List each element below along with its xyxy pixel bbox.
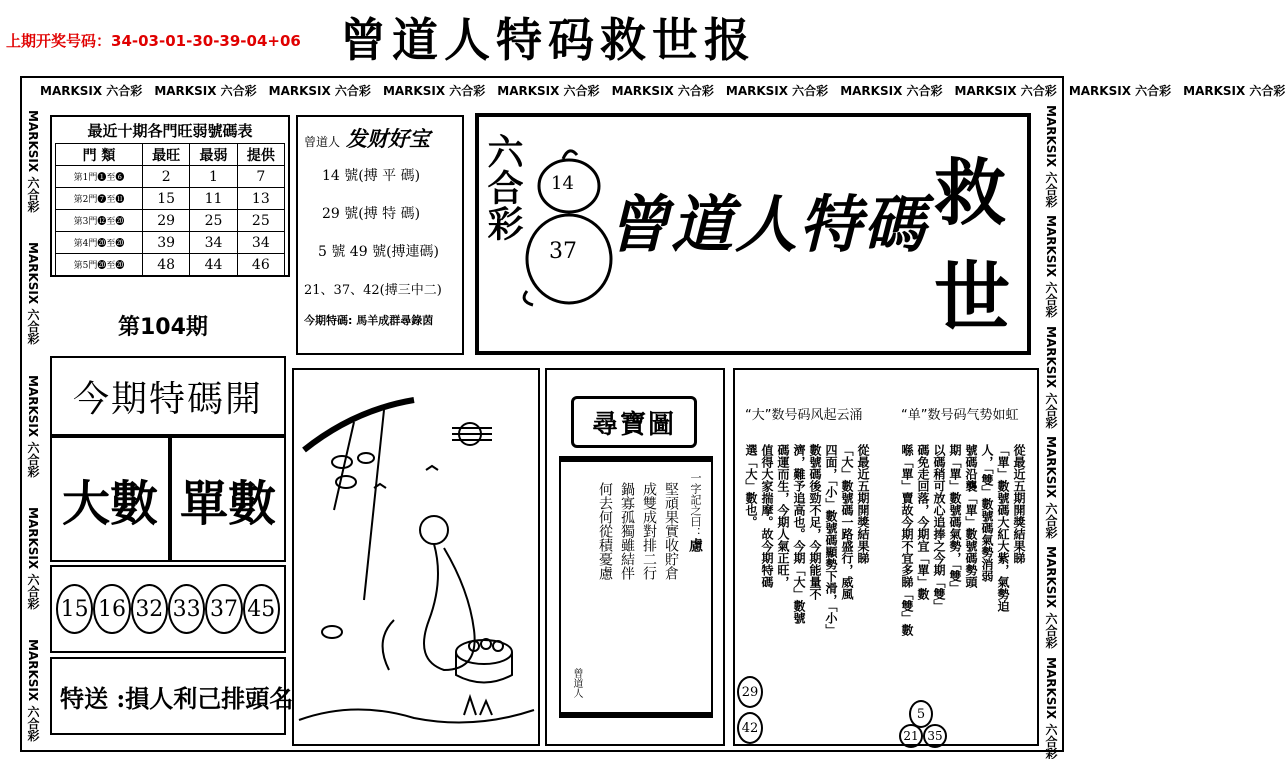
analysis-column: 碼免走回落，今期宜「單」數 — [916, 444, 930, 600]
strip-label: MARKSIX 六合彩 — [382, 84, 486, 98]
analysis-big-text — [743, 444, 871, 706]
analysis-big-number: 29 — [737, 676, 763, 708]
banner-right-top: 救 — [934, 150, 1007, 235]
strip-label: MARKSIX 六合彩 — [1068, 84, 1172, 98]
issue-number: 第104期 — [118, 315, 208, 340]
treasure-heading — [304, 123, 456, 153]
table-row — [56, 254, 285, 276]
analysis-column: 人，「雙」數號碼氣勢消弱 — [980, 444, 994, 582]
treasure-headline: 发财好宝 — [346, 126, 431, 151]
strip-label: MARKSIX 六合彩 — [40, 84, 143, 98]
analysis-column: 「單」數號碼大紅大紫，氣勢迫 — [996, 444, 1010, 612]
banner-side-char: 彩 — [482, 205, 524, 241]
table-header-row — [56, 144, 285, 166]
number-circle: 16 — [93, 584, 130, 634]
table-cell: 第3門⓬至⓴ — [56, 210, 143, 232]
scroll-poem-line: 堅頑果實收貯倉 — [663, 482, 679, 580]
strip-label: MARKSIX 六合彩 — [1183, 84, 1285, 98]
last-draw-label: 上期开奖号码： — [6, 32, 112, 50]
top-strip — [40, 82, 1285, 100]
open-title: 今期特碼開 — [72, 378, 263, 420]
analysis-column: 喺「單」賣故今期不宜多睇「雙」數 — [900, 444, 914, 636]
left-strip — [24, 110, 42, 740]
analysis-single-number: 5 — [909, 700, 933, 728]
table-row — [56, 166, 285, 188]
table-cell: 15 — [143, 188, 190, 210]
table-header-cell: 最旺 — [143, 144, 190, 166]
scroll-paper — [559, 456, 713, 718]
big-number-label: 大數 — [61, 475, 158, 532]
table-cell: 第5門⓴至⓴ — [56, 254, 143, 276]
analysis-column: 四面，「小」數號碼顯勢下滑，「小」 — [824, 444, 838, 636]
treasure-line: 29 號(搏 特 碼) — [322, 206, 421, 222]
banner-right-bottom: 世 — [934, 253, 1010, 342]
open-title-box — [50, 356, 286, 436]
last-draw — [6, 30, 301, 51]
table-cell: 48 — [143, 254, 190, 276]
table-cell: 25 — [190, 210, 237, 232]
analysis-column: 濟，難予追高也。今期「大」數號 — [792, 444, 806, 624]
table-cell: 39 — [143, 232, 190, 254]
banner-side-char: 六 — [482, 133, 524, 169]
analysis-single-text — [899, 444, 1027, 706]
analysis-big-number: 42 — [737, 712, 763, 744]
table-cell: 13 — [237, 188, 284, 210]
number-circle: 37 — [205, 584, 242, 634]
strip-label: MARKSIX 六合彩 — [954, 84, 1057, 98]
analysis-column: 值得大家揣摩。故今期特碼 — [760, 444, 774, 588]
strip-label: MARKSIX 六合彩 — [1044, 215, 1058, 318]
table-header-cell: 最弱 — [190, 144, 237, 166]
analysis-single-number: 21 — [899, 724, 923, 748]
number-circle: 32 — [131, 584, 168, 634]
table-header-cell: 門 類 — [56, 144, 143, 166]
strip-label: MARKSIX 六合彩 — [1044, 325, 1058, 428]
strip-label: MARKSIX 六合彩 — [1044, 435, 1058, 539]
table-cell: 11 — [190, 188, 237, 210]
analysis-column: 碼運而生，今期人氣正旺， — [776, 444, 790, 588]
strip-label: MARKSIX 六合彩 — [268, 84, 371, 98]
strip-label: MARKSIX 六合彩 — [1044, 546, 1058, 649]
last-draw-numbers: 34-03-01-30-39-04+06 — [111, 32, 301, 50]
scroll-key: 慮 — [687, 538, 703, 552]
strip-label: MARKSIX 六合彩 — [840, 84, 943, 98]
strip-label: MARKSIX 六合彩 — [26, 374, 40, 477]
treasure-author: 曾道人 — [304, 135, 341, 149]
number-circle: 15 — [56, 584, 93, 634]
banner-main-title: 曾道人特碼 — [607, 188, 928, 261]
scroll-sign: 曾道人 — [571, 668, 582, 698]
scroll-box — [545, 368, 725, 746]
table-cell: 1 — [190, 166, 237, 188]
strip-label: MARKSIX 六合彩 — [1044, 105, 1058, 208]
number-circle: 33 — [168, 584, 205, 634]
banner-box — [475, 113, 1031, 355]
woman-branch-illustration — [294, 370, 538, 744]
treasure-special: 今期特碼: 馬羊成群尋錄茵 — [304, 314, 434, 327]
analysis-column: 從最近五期開獎結果睇 — [856, 444, 870, 564]
analysis-title-single: “单”数号码气势如虹 — [901, 408, 1019, 423]
table-row — [56, 210, 285, 232]
number-circle: 45 — [243, 584, 280, 634]
gourd-icon — [523, 141, 615, 311]
strip-label: MARKSIX 六合彩 — [725, 84, 829, 98]
analysis-column: 以碼稍可放心追捧之今期「雙」 — [932, 444, 946, 612]
analysis-column: 從最近五期開獎結果睇 — [1012, 444, 1026, 564]
analysis-column: 號碼沿襲「單」數號碼勢頭 — [964, 444, 978, 588]
banner-side-text — [482, 133, 524, 241]
scroll-title-frame — [571, 396, 697, 448]
illustration-box — [292, 368, 540, 746]
right-strip — [1042, 105, 1060, 759]
strip-label: MARKSIX 六合彩 — [26, 639, 40, 742]
strip-label: MARKSIX 六合彩 — [26, 110, 40, 213]
table-cell: 25 — [237, 210, 284, 232]
table-cell: 2 — [143, 166, 190, 188]
stats-table-box — [50, 115, 290, 277]
table-row — [56, 232, 285, 254]
analysis-column: 「大」數號碼一路盛行，威風 — [840, 444, 854, 600]
gift-text: 特送 :損人利己排頭名 — [60, 683, 294, 713]
treasure-line: 14 號(搏 平 碼) — [322, 168, 421, 184]
strip-label: MARKSIX 六合彩 — [154, 84, 257, 98]
strip-label: MARKSIX 六合彩 — [611, 84, 714, 98]
single-number-label: 單數 — [179, 475, 276, 532]
treasure-line: 21、37、42(搏三中二) — [304, 283, 442, 298]
analysis-title-big: “大”数号码风起云涌 — [745, 408, 863, 423]
banner-number-bottom: 37 — [549, 239, 577, 264]
strip-label: MARKSIX 六合彩 — [26, 242, 40, 345]
table-cell: 7 — [237, 166, 284, 188]
analysis-column: 選「大」數也。 — [744, 444, 758, 528]
stats-table-title: 最近十期各門旺弱號碼表 — [87, 122, 253, 140]
analysis-column: 數號碼後勁不足，今期能量不 — [808, 444, 822, 600]
numbers-box — [50, 565, 286, 653]
scroll-title: 尋寶圖 — [591, 409, 676, 440]
strip-label: MARKSIX 六合彩 — [1044, 656, 1058, 759]
strip-label: MARKSIX 六合彩 — [26, 506, 40, 610]
single-number-box — [170, 436, 286, 562]
scroll-header — [685, 472, 705, 552]
table-cell: 第4門⓴至⓴ — [56, 232, 143, 254]
treasure-box — [296, 115, 464, 355]
table-cell: 44 — [190, 254, 237, 276]
big-number-box — [50, 436, 170, 562]
table-cell: 29 — [143, 210, 190, 232]
scroll-header-text: 一字記之曰： — [689, 472, 702, 538]
scroll-poem-line: 成雙成對排二行 — [641, 482, 657, 580]
strip-label: MARKSIX 六合彩 — [497, 84, 600, 98]
banner-side-char: 合 — [482, 169, 524, 205]
banner-number-top: 14 — [551, 173, 574, 194]
table-cell: 34 — [237, 232, 284, 254]
stats-table — [55, 143, 285, 276]
scroll-poem-line: 何去何從積憂慮 — [597, 482, 613, 580]
analysis-column: 期「單」數號碼氣勢，「雙」 — [948, 444, 962, 594]
table-cell: 46 — [237, 254, 284, 276]
table-header-cell: 提供 — [237, 144, 284, 166]
analysis-box — [733, 368, 1039, 746]
scroll-poem-line: 鍋寡孤獨雖結伴 — [619, 482, 635, 580]
table-row — [56, 188, 285, 210]
page-title: 曾道人特码救世报 — [340, 13, 756, 67]
table-cell: 34 — [190, 232, 237, 254]
analysis-single-number: 35 — [923, 724, 947, 748]
treasure-line: 5 號 49 號(搏連碼) — [318, 244, 439, 260]
gift-box — [50, 657, 294, 735]
table-cell: 第2門❼至⓫ — [56, 188, 143, 210]
table-cell: 第1門❶至❻ — [56, 166, 143, 188]
